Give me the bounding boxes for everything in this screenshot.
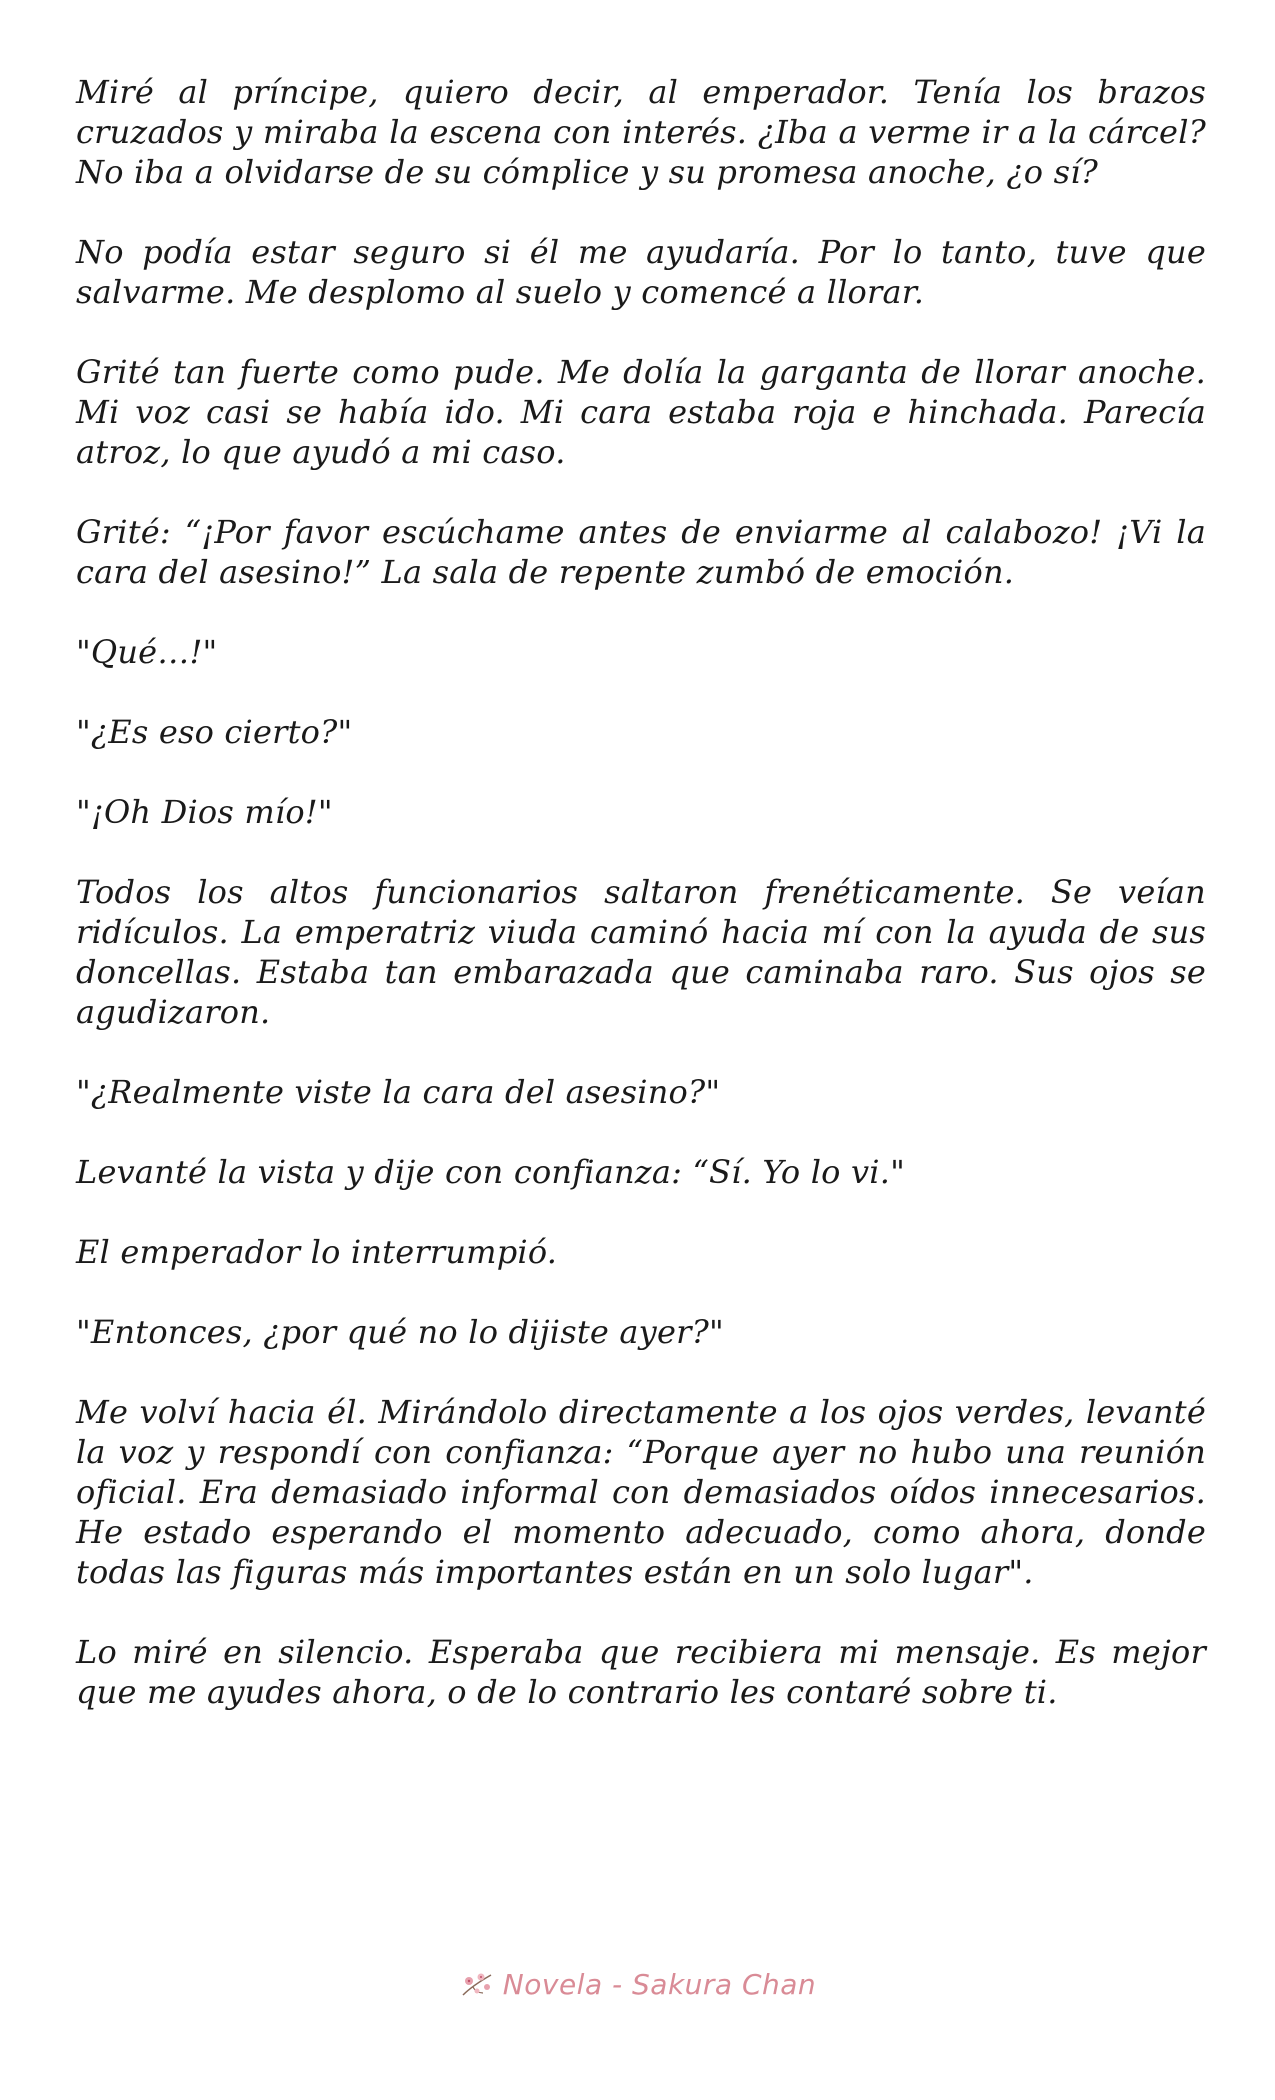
paragraph: Grité: “¡Por favor escúchame antes de enviarme al calabozo! ¡Vi la cara del asesino!” La sala de repente zumbó de emoción. xyxy=(76,513,1206,591)
paragraph: Todos los altos funcionarios saltaron frenéticamente. Se veían ridículos. La emperatriz viuda caminó hacia mí con la ayuda de sus doncellas. Estaba tan embarazada que caminaba raro. Sus ojos se agudizaron. xyxy=(76,873,1206,1031)
paragraph: "¿Realmente viste la cara del asesino?" xyxy=(76,1073,721,1111)
cherry-blossom-icon xyxy=(459,1969,495,2001)
paragraph: Grité tan fuerte como pude. Me dolía la garganta de llorar anoche. Mi voz casi se había ido. Mi cara estaba roja e hinchada. Parecía atroz, lo que ayudó a mi caso. xyxy=(76,353,1206,471)
paragraph: "¿Es eso cierto?" xyxy=(76,713,353,751)
paragraph: "Entonces, ¿por qué no lo dijiste ayer?" xyxy=(76,1313,724,1351)
paragraph: El emperador lo interrumpió. xyxy=(76,1233,558,1271)
footer xyxy=(0,1968,1275,2001)
paragraph: "Qué…!" xyxy=(76,633,218,671)
paragraph: No podía estar seguro si él me ayudaría. Por lo tanto, tuve que salvarme. Me desplomo al suelo y comencé a llorar. xyxy=(76,233,1206,311)
document-body xyxy=(76,72,1206,1752)
paragraph: Levanté la vista y dije con confianza: “Sí. Yo lo vi." xyxy=(76,1153,905,1191)
paragraph: Lo miré en silencio. Esperaba que recibiera mi mensaje. Es mejor que me ayudes ahora, o de lo contrario les contaré sobre ti. xyxy=(76,1633,1206,1711)
footer-watermark xyxy=(459,1968,816,2001)
paragraph: Me volví hacia él. Mirándolo directamente a los ojos verdes, levanté la voz y respondí con confianza: “Porque ayer no hubo una reunión oficial. Era demasiado informal con demasiados oídos innecesarios. He estado esperando el momento adecuado, como ahora, donde todas las figuras más importantes están en un solo lugar". xyxy=(76,1393,1206,1591)
paragraph: Miré al príncipe, quiero decir, al emperador. Tenía los brazos cruzados y miraba la escena con interés. ¿Iba a verme ir a la cárcel? No iba a olvidarse de su cómplice y su promesa anoche, ¿o sí? xyxy=(76,73,1206,191)
paragraph: "¡Oh Dios mío!" xyxy=(76,793,333,831)
footer-text: Novela - Sakura Chan xyxy=(502,1968,817,2001)
